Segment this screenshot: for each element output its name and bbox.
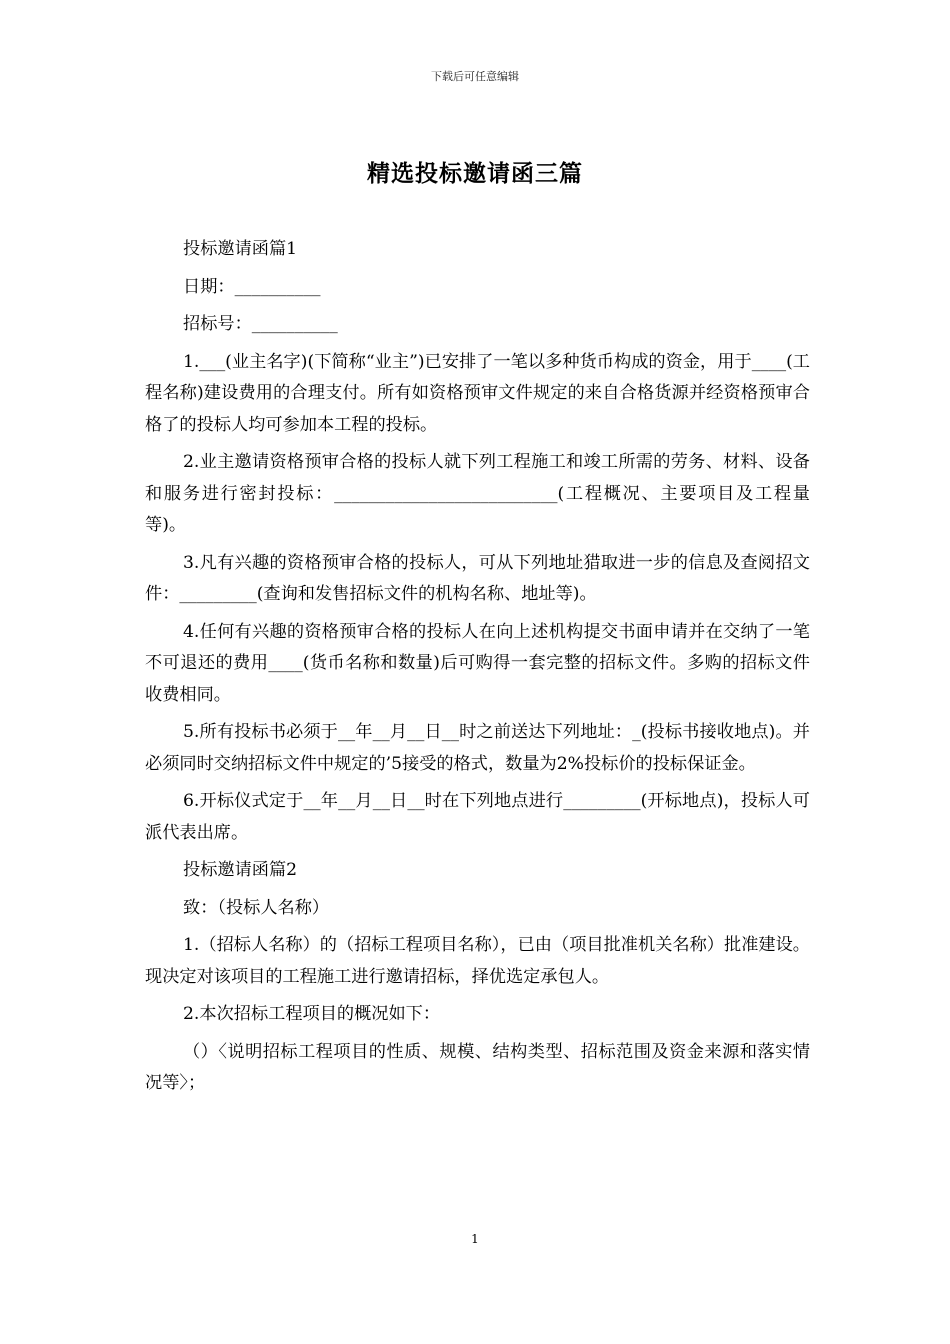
paragraph: 6.开标仪式定于__年__月__日__时在下列地点进行_________(开标地点)，投标人可派代表出席。 (145, 791, 810, 843)
paragraph: 2.本次招标工程项目的概况如下： (183, 1004, 441, 1024)
section-heading: 投标邀请函篇2 (183, 860, 298, 880)
header-note: 下载后可任意编辑 (431, 70, 519, 83)
document-title: 精选投标邀请函三篇 (367, 160, 583, 187)
addressee-line: 致：（投标人名称） (183, 897, 330, 918)
tender-number-line: 招标号：__________ (183, 314, 338, 334)
paragraph: 2.业主邀请资格预审合格的投标人就下列工程施工和竣工所需的劳务、材料、设备和服务进行密封投标：__________________________(工程概况、主要项目及工程量等)。 (145, 452, 810, 535)
date-line: 日期：__________ (183, 276, 321, 297)
paragraph: 4.任何有兴趣的资格预审合格的投标人在向上述机构提交书面申请并在交纳了一笔不可退还的费用____(货币名称和数量)后可购得一套完整的招标文件。多购的招标文件收费相同。 (145, 621, 810, 705)
paragraph: 1.___(业主名字)(下简称“业主”)已安排了一笔以多种货币构成的资金，用于____(工程名称)建设费用的合理支付。所有如资格预审文件规定的来自合格货源并经资格预审合格了的投标人均可参加本工程的投标。 (145, 351, 810, 435)
paragraph: 3.凡有兴趣的资格预审合格的投标人，可从下列地址猎取进一步的信息及查阅招文件：_________(查询和发售招标文件的机构名称、地址等)。 (145, 552, 810, 604)
paragraph: 5.所有投标书必须于__年__月__日__时之前送达下列地址：_(投标书接收地点)。并必须同时交纳招标文件中规定的’5接受的格式，数量为2%投标价的投标保证金。 (145, 722, 810, 774)
document-body (145, 234, 810, 1106)
section-heading: 投标邀请函篇1 (183, 239, 298, 259)
paragraph: （）〈说明招标工程项目的性质、规模、结构类型、招标范围及资金来源和落实情况等〉； (145, 1041, 810, 1093)
paragraph: 1.（招标人名称）的（招标工程项目名称），已由（项目批准机关名称）批准建设。现决定对该项目的工程施工进行邀请招标，择优选定承包人。 (145, 935, 810, 987)
page-number: 1 (471, 1232, 479, 1246)
